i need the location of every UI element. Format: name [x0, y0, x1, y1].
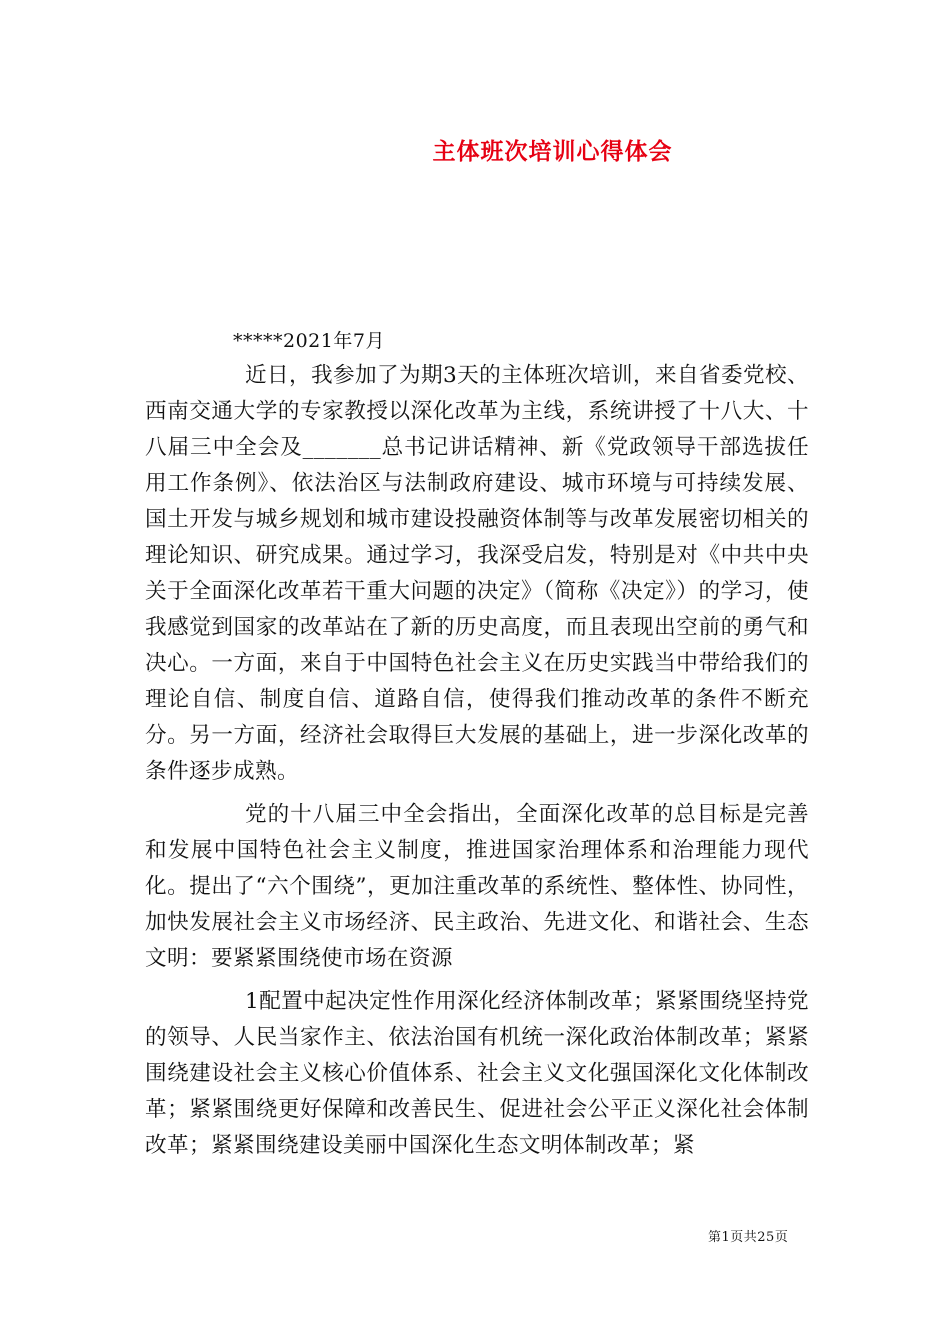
paragraph: 党的十八届三中全会指出，全面深化改革的总目标是完善和发展中国特色社会主义制度，推进国家治理体系和治理能力现代化。提出了“六个围绕”，更加注重改革的系统性、整体性、协同性，加快发展社会主义市场经济、民主政治、先进文化、和谐社会、生态文明：要紧紧围绕使市场在资源	[145, 802, 809, 971]
paragraph: 近日，我参加了为期3天的主体班次培训，来自省委党校、西南交通大学的专家教授以深化改革为主线，系统讲授了十八大、十八届三中全会及_______总书记讲话精神、新《党政领导干部选拔任用工作条例》、依法治区与法制政府建设、城市环境与可持续发展、国土开发与城乡规划和城市建设投融资体制等与改革发展密切相关的理论知识、研究成果。通过学习，我深受启发，特别是对《中共中央关于全面深化改革若干重大问题的决定》（简称《决定》）的学习，使我感觉到国家的改革站在了新的历史高度，而且表现出空前的勇气和决心。一方面，来自于中国特色社会主义在历史实践当中带给我们的理论自信、制度自信、道路自信，使得我们推动改革的条件不断充分。另一方面，经济社会取得巨大发展的基础上，进一步深化改革的条件逐步成熟。	[145, 363, 809, 784]
document-title: 主体班次培训心得体会	[432, 138, 673, 165]
dateline: *****2021年7月	[233, 330, 385, 352]
paragraph: 1配置中起决定性作用深化经济体制改革；紧紧围绕坚持党的领导、人民当家作主、依法治国有机统一深化政治体制改革；紧紧围绕建设社会主义核心价值体系、社会主义文化强国深化文化体制改革；紧紧围绕更好保障和改善民生、促进社会公平正义深化社会体制改革；紧紧围绕建设美丽中国深化生态文明体制改革；紧	[145, 989, 809, 1158]
document-body	[145, 358, 809, 1171]
page-footer: 第1页共25页	[708, 1230, 789, 1245]
